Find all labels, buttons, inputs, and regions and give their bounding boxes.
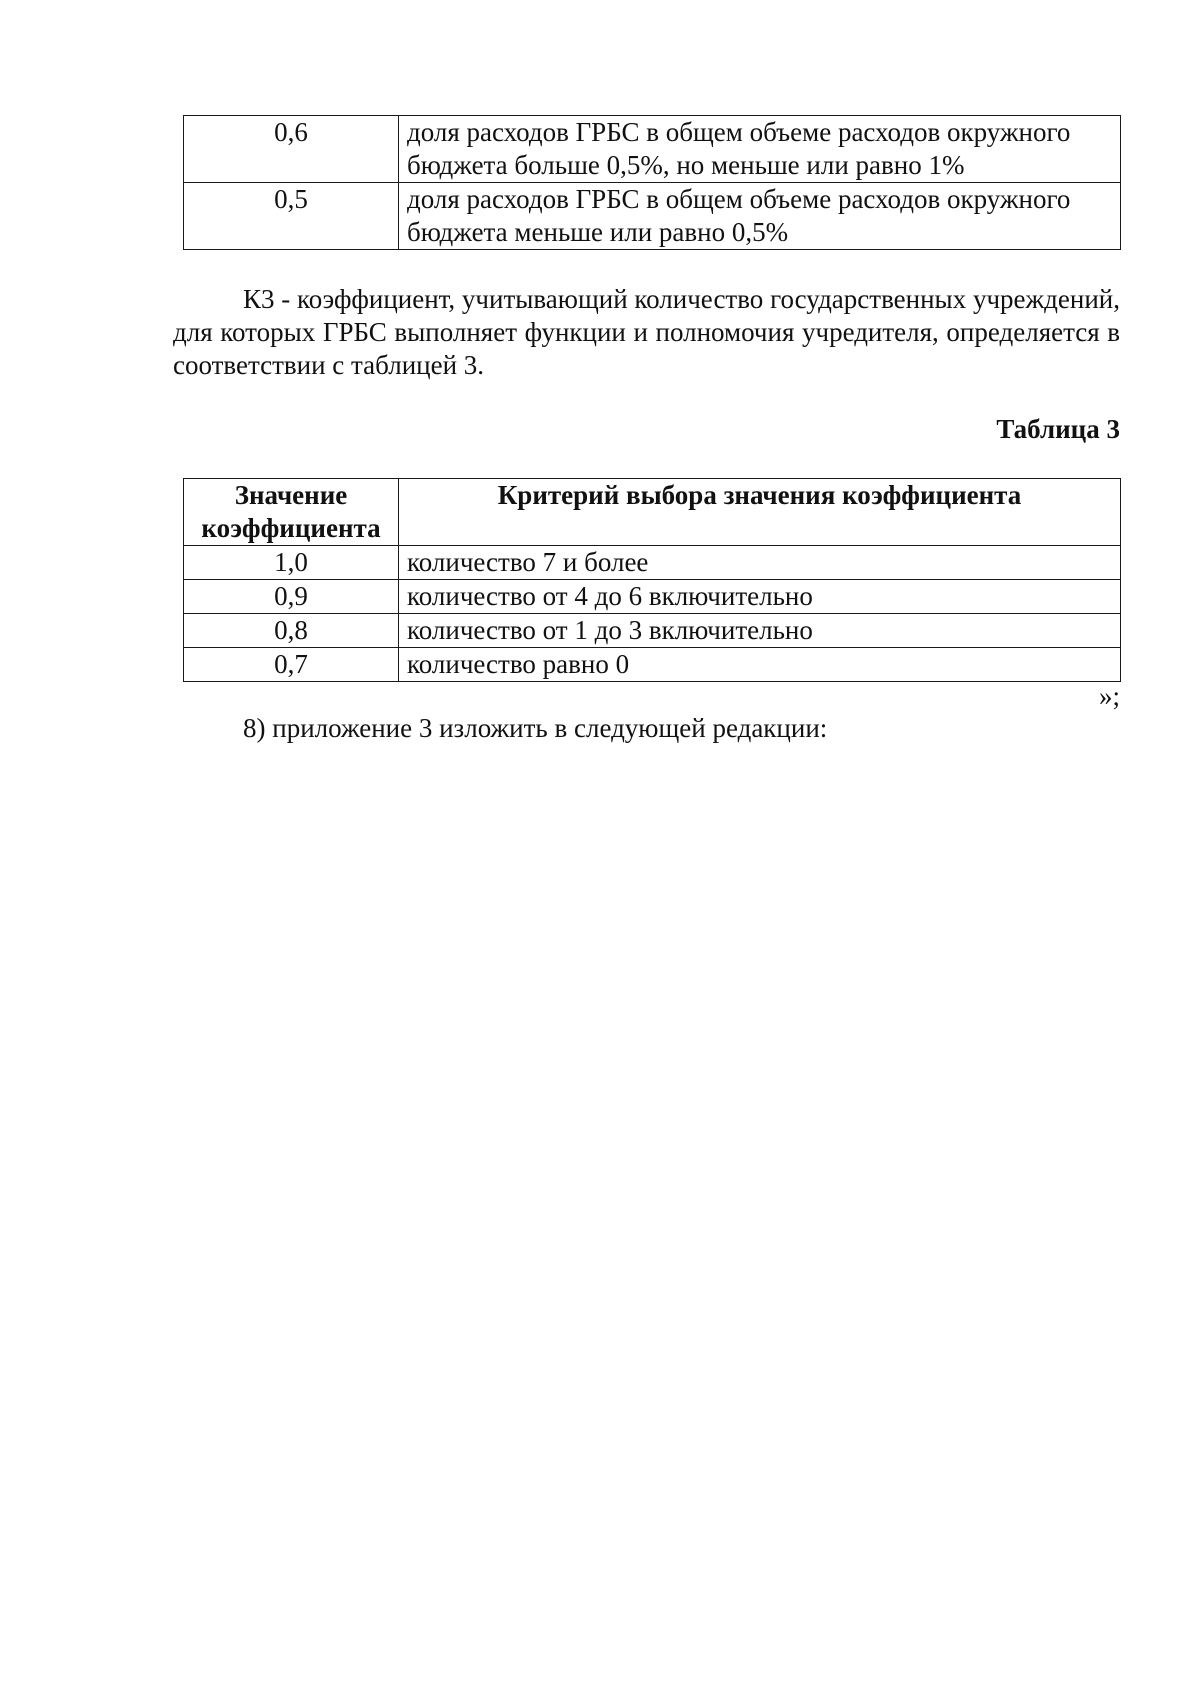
criterion-text: количество от 4 до 6 включительно: [399, 580, 1121, 614]
header-coefficient-value: Значение коэффициента: [184, 479, 399, 546]
table-row: [184, 116, 1121, 183]
criterion-text: доля расходов ГРБС в общем объеме расходов окружного бюджета больше 0,5%, но меньше или равно 1%: [399, 116, 1121, 183]
coefficient-value: 0,9: [184, 580, 399, 614]
table-3-caption: Таблица 3: [996, 414, 1120, 444]
coefficient-table-3: [183, 478, 1121, 682]
k3-definition-paragraph: К3 - коэффициент, учитывающий количество государственных учреждений, для которых ГРБС выполняет функции и полномочия учредителя, определяется в соответствии с таблицей 3.: [173, 284, 1120, 380]
table-row: [184, 614, 1121, 648]
table-row: [184, 580, 1121, 614]
criterion-text: количество равно 0: [399, 648, 1121, 682]
coefficient-value: 0,7: [184, 648, 399, 682]
criterion-text: доля расходов ГРБС в общем объеме расходов окружного бюджета меньше или равно 0,5%: [399, 183, 1121, 250]
coefficient-value: 0,5: [184, 183, 399, 250]
table-header-row: [184, 479, 1121, 546]
criterion-text: количество от 1 до 3 включительно: [399, 614, 1121, 648]
coefficient-value: 0,8: [184, 614, 399, 648]
criterion-text: количество 7 и более: [399, 546, 1121, 580]
coefficient-table-2-continuation: [183, 115, 1121, 250]
table-row: [184, 183, 1121, 250]
header-criterion: Критерий выбора значения коэффициента: [399, 479, 1121, 546]
table-row: [184, 546, 1121, 580]
item-8-paragraph: 8) приложение 3 изложить в следующей редакции:: [243, 713, 828, 743]
coefficient-value: 0,6: [184, 116, 399, 183]
table-row: [184, 648, 1121, 682]
coefficient-value: 1,0: [184, 546, 399, 580]
closing-quote: »;: [1098, 681, 1120, 711]
